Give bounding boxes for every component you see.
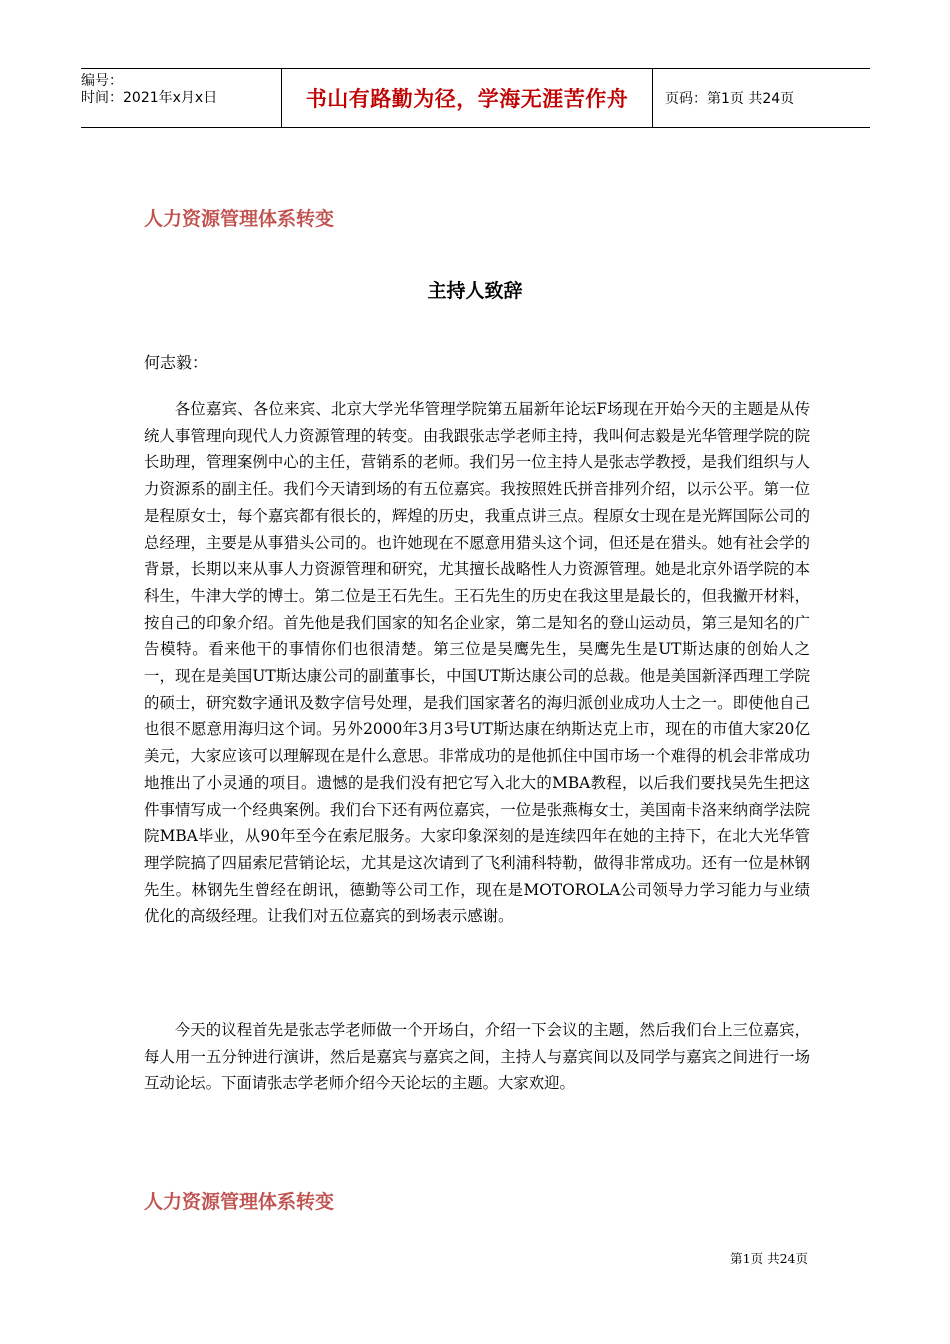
header-motto-cell [281,69,653,127]
section-title-bottom: 人力资源管理体系转变 [144,1191,335,1213]
header-number-label: 编号： [81,73,123,89]
body-paragraph-1: 各位嘉宾、各位来宾、北京大学光华管理学院第五届新年论坛F场现在开始今天的主题是从传统人事管理向现代人力资源管理的转变。由我跟张志学老师主持，我叫何志毅是光华管理学院的院长助理，管理案例中心的主任，营销系的老师。我们另一位主持人是张志学教授，是我们组织与人力资源系的副主任。我们今天请到场的有五位嘉宾。我按照姓氏拼音排列介绍，以示公平。第一位是程原女士，每个嘉宾都有很长的，辉煌的历史，我重点讲三点。程原女士现在是光辉国际公司的总经理，主要是从事猎头公司的。也许她现在不愿意用猎头这个词，但还是在猎头。她有社会学的背景，长期以来从事人力资源管理和研究，尤其擅长战略性人力资源管理。她是北京外语学院的本科生，牛津大学的博士。第二位是王石先生。王石先生的历史在我这里是最长的，但我撇开材料，按自己的印象介绍。首先他是我们国家的知名企业家，第二是知名的登山运动员，第三是知名的广告模特。看来他干的事情你们也很清楚。第三位是吴鹰先生，吴鹰先生是UT斯达康的创始人之一，现在是美国UT斯达康公司的副董事长，中国UT斯达康公司的总裁。他是美国新泽西理工学院的硕士，研究数字通讯及数字信号处理，是我们国家著名的海归派创业成功人士之一。即使他自己也很不愿意用海归这个词。另外2000年3月3号UT斯达康在纳斯达克上市，现在的市值大家20亿美元，大家应该可以理解现在是什么意思。非常成功的是他抓住中国市场一个难得的机会非常成功地推出了小灵通的项目。遗憾的是我们没有把它写入北大的MBA教程，以后我们要找吴先生把这件事情写成一个经典案例。我们台下还有两位嘉宾，一位是张燕梅女士，美国南卡洛来纳商学法院院MBA毕业，从90年至今在索尼服务。大家印象深刻的是连续四年在她的主持下，在北大光华管理学院搞了四届索尼营销论坛，尤其是这次请到了飞利浦科特勒，做得非常成功。还有一位是林钢先生。林钢先生曾经在朗讯，德勤等公司工作，现在是MOTOROLA公司领导力学习能力与业绩优化的高级经理。让我们对五位嘉宾的到场表示感谢。 [144,400,810,926]
page-header [81,68,870,128]
header-time-label: 时间：2021年x月x日 [81,90,218,106]
speaker-name: 何志毅： [144,353,209,372]
body-paragraph-2: 今天的议程首先是张志学老师做一个开场白，介绍一下会议的主题，然后我们台上三位嘉宾，每人用一五分钟进行演讲，然后是嘉宾与嘉宾之间，主持人与嘉宾间以及同学与嘉宾之间进行一场互动论坛。下面请张志学老师介绍今天论坛的主题。大家欢迎。 [144,1021,810,1093]
header-motto: 书山有路勤为径，学海无涯苦作舟 [305,87,629,111]
header-page-cell [653,69,870,127]
header-meta-cell [81,69,281,127]
header-page-label: 页码：第1页 共24页 [665,91,795,107]
section-title-top: 人力资源管理体系转变 [144,208,335,230]
page-footer: 第1页 共24页 [730,1251,808,1266]
document-title: 主持人致辞 [427,280,523,302]
